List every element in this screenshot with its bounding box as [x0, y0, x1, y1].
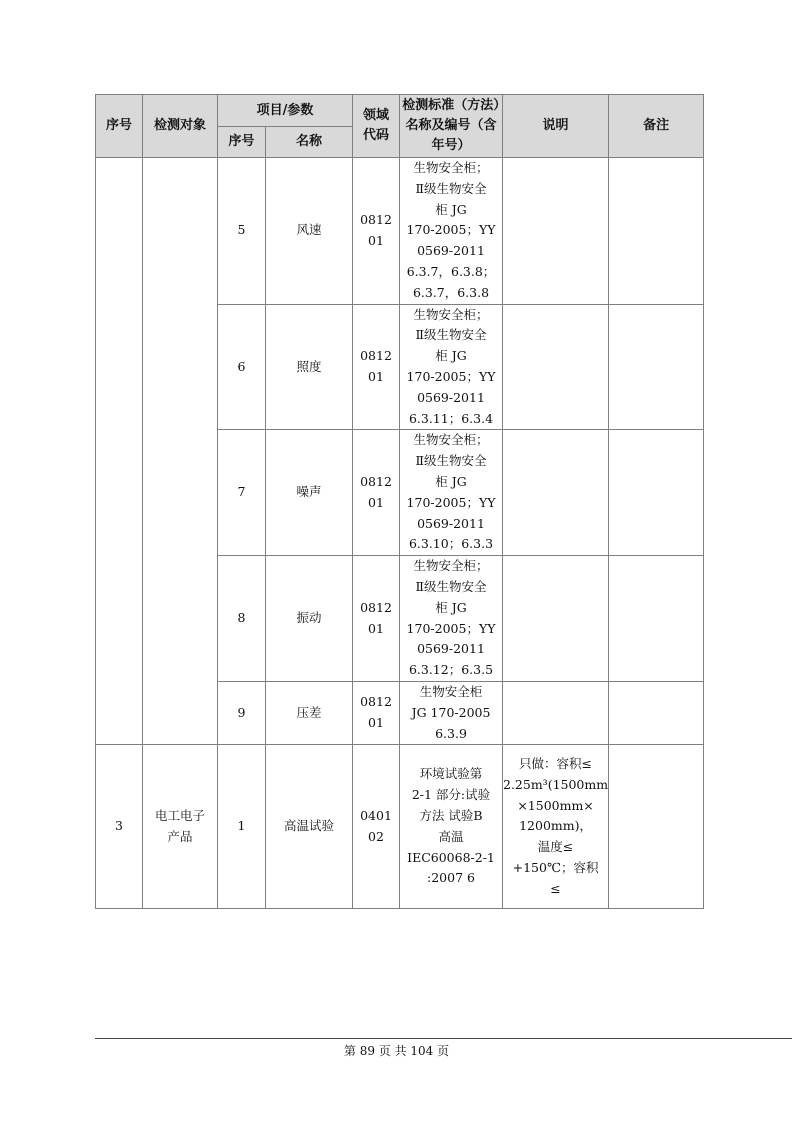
remark-cell: [609, 430, 704, 556]
item-seq: 9: [218, 681, 266, 744]
field-code: 0401 02: [353, 745, 400, 909]
standard-text: 生物安全柜 JG 170-2005 6.3.9: [400, 681, 503, 744]
explain-cell: [503, 304, 609, 430]
remark-cell: [609, 681, 704, 744]
header-object: 检测对象: [143, 95, 218, 158]
header-standard: 检测标准（方法）名称及编号（含年号）: [400, 95, 503, 158]
explain-cell: [503, 681, 609, 744]
group-object: 电工电子 产品: [143, 745, 218, 909]
field-code: 0812 01: [353, 304, 400, 430]
group-seq: 3: [96, 745, 143, 909]
inspection-table: [95, 94, 704, 909]
header-seq: 序号: [96, 95, 143, 158]
item-name: 照度: [266, 304, 353, 430]
item-name: 振动: [266, 556, 353, 682]
item-seq: 5: [218, 158, 266, 305]
item-seq: 6: [218, 304, 266, 430]
table-row: [96, 158, 704, 305]
field-code: 0812 01: [353, 681, 400, 744]
group-object-cell: [143, 158, 218, 745]
standard-text: 生物安全柜； Ⅱ级生物安全 柜 JG 170-2005；YY 0569-2011 6.3.11；6.3.4: [400, 304, 503, 430]
header-remark: 备注: [609, 95, 704, 158]
header-item-name: 名称: [266, 127, 353, 158]
field-code: 0812 01: [353, 158, 400, 305]
item-name: 压差: [266, 681, 353, 744]
field-code: 0812 01: [353, 430, 400, 556]
header-field-code: 领域 代码: [353, 95, 400, 158]
standard-text: 生物安全柜； Ⅱ级生物安全 柜 JG 170-2005；YY 0569-2011 6.3.12；6.3.5: [400, 556, 503, 682]
page-number: 第 89 页 共 104 页: [343, 1044, 450, 1058]
item-name: 噪声: [266, 430, 353, 556]
field-code: 0812 01: [353, 556, 400, 682]
item-name: 高温试验: [266, 745, 353, 909]
footer-divider: [95, 1038, 792, 1039]
explain-cell: [503, 430, 609, 556]
header-explain: 说明: [503, 95, 609, 158]
standard-text: 环境试验第 2-1 部分:试验 方法 试验B 高温 IEC60068-2-1 :2007 6: [400, 745, 503, 909]
header-item-seq: 序号: [218, 127, 266, 158]
table-row: [96, 745, 704, 909]
item-name: 风速: [266, 158, 353, 305]
remark-cell: [609, 556, 704, 682]
standard-text: 生物安全柜； Ⅱ级生物安全 柜 JG 170-2005；YY 0569-2011 6.3.10；6.3.3: [400, 430, 503, 556]
header-item-param: 项目/参数: [218, 95, 353, 127]
remark-cell: [609, 304, 704, 430]
explain-cell: [503, 158, 609, 305]
item-seq: 8: [218, 556, 266, 682]
explain-cell: [503, 556, 609, 682]
standard-text: 生物安全柜； Ⅱ级生物安全 柜 JG 170-2005；YY 0569-2011 6.3.7，6.3.8； 6.3.7，6.3.8: [400, 158, 503, 305]
remark-cell: [609, 158, 704, 305]
remark-cell: [609, 745, 704, 909]
item-seq: 7: [218, 430, 266, 556]
group-seq-cell: [96, 158, 143, 745]
explain-cell: 只做：容积≤ 2.25m³(1500mm ×1500mm× 1200mm)， 温度≤ +150℃；容积 ≤: [503, 745, 609, 909]
item-seq: 1: [218, 745, 266, 909]
